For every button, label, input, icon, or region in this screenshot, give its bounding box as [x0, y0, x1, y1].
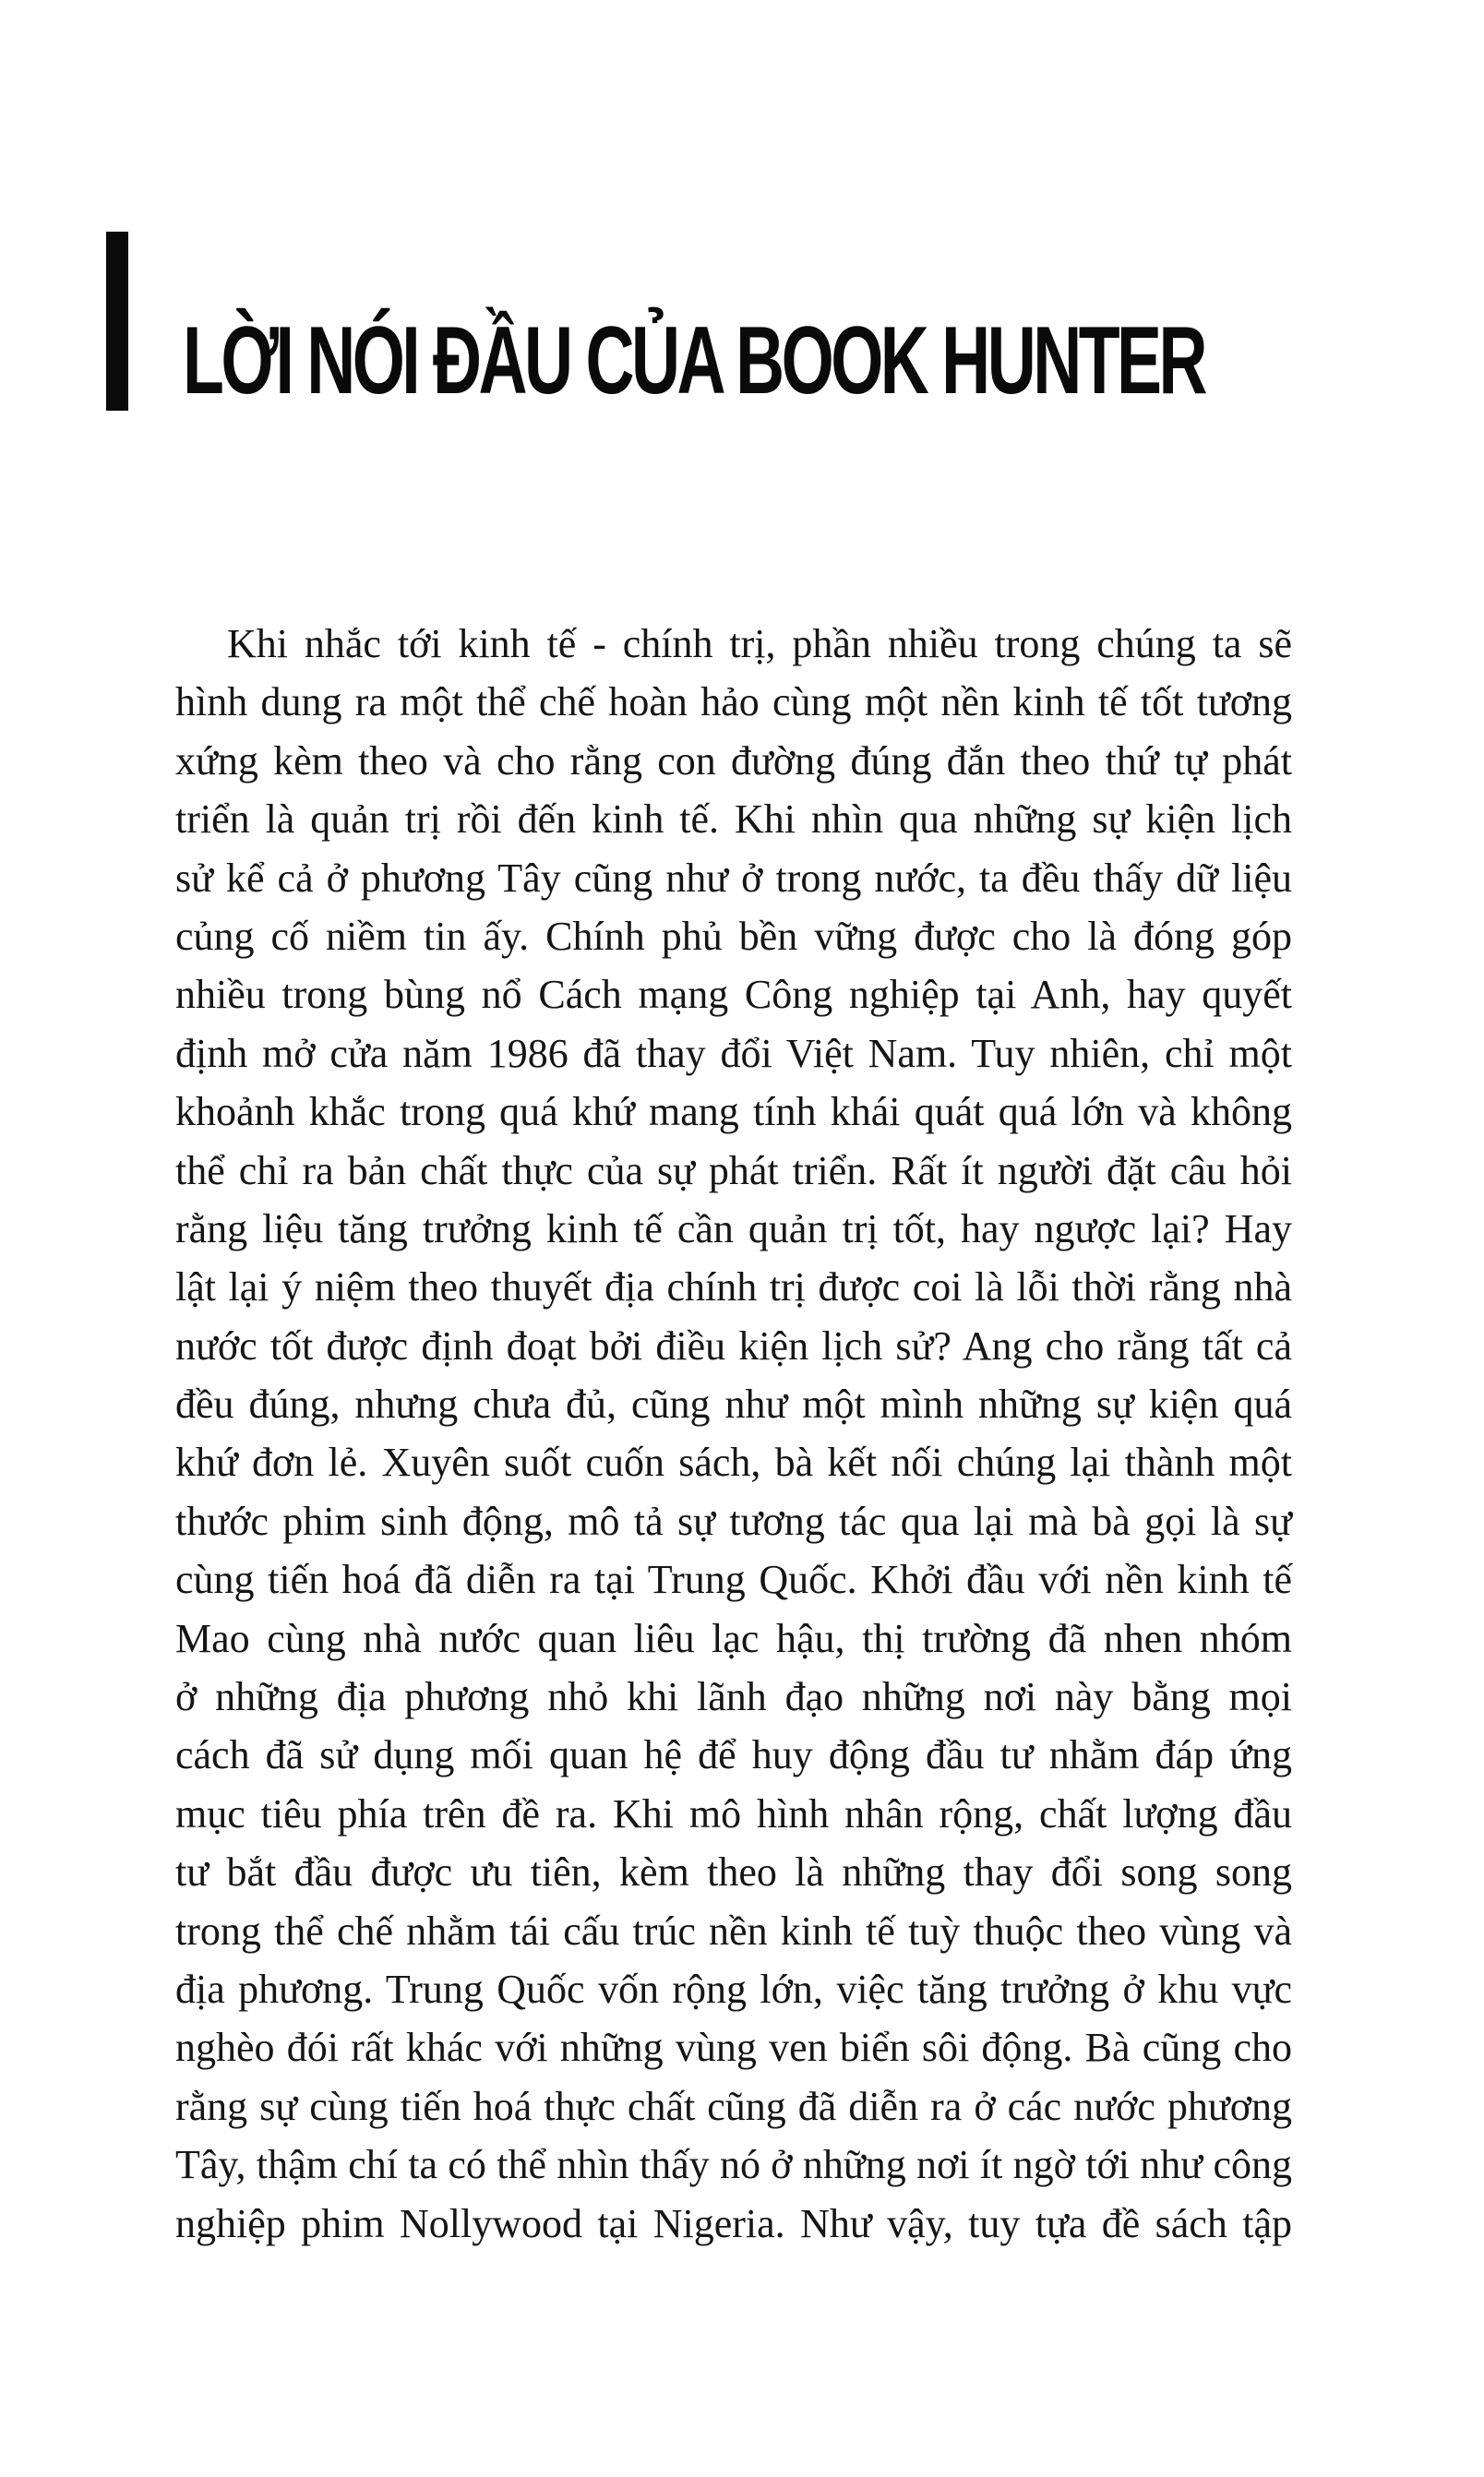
text-line: trong thể chế nhằm tái cấu trúc nền kinh tế tuỳ thuộc theo vùng và [175, 1908, 1292, 1954]
text-line: định mở cửa năm 1986 đã thay đổi Việt Nam. Tuy nhiên, chỉ một [175, 1030, 1292, 1076]
text-line: địa phương. Trung Quốc vốn rộng lớn, việc tăng trưởng ở khu vực [175, 1966, 1292, 2012]
text-line: đều đúng, nhưng chưa đủ, cũng như một mình những sự kiện quá [175, 1382, 1292, 1428]
text-line: khoảnh khắc trong quá khứ mang tính khái quát quá lớn và không [175, 1089, 1292, 1135]
text-line: triển là quản trị rồi đến kinh tế. Khi nhìn qua những sự kiện lịch [175, 796, 1292, 843]
text-line: mục tiêu phía trên đề ra. Khi mô hình nhân rộng, chất lượng đầu [175, 1790, 1292, 1837]
body-paragraph [175, 615, 1292, 2253]
chapter-heading: LỜI NÓI ĐẦU CỦA BOOK HUNTER [183, 307, 1204, 414]
text-line: củng cố niềm tin ấy. Chính phủ bền vững được cho là đóng góp [175, 913, 1292, 959]
text-line: Tây, thậm chí ta có thể nhìn thấy nó ở những nơi ít ngờ tới như công [175, 2142, 1292, 2188]
chapter-marker-bar [106, 232, 128, 411]
text-line: nhiều trong bùng nổ Cách mạng Công nghiệp tại Anh, hay quyết [175, 972, 1292, 1018]
text-line: lật lại ý niệm theo thuyết địa chính trị được coi là lỗi thời rằng nhà [175, 1264, 1292, 1310]
text-line: nghèo đói rất khác với những vùng ven biển sôi động. Bà cũng cho [175, 2025, 1292, 2071]
text-line: sử kể cả ở phương Tây cũng như ở trong nước, ta đều thấy dữ liệu [175, 855, 1292, 901]
text-line: hình dung ra một thể chế hoàn hảo cùng một nền kinh tế tốt tương [175, 679, 1292, 725]
text-line: xứng kèm theo và cho rằng con đường đúng đắn theo thứ tự phát [175, 737, 1292, 784]
text-line: rằng sự cùng tiến hoá thực chất cũng đã diễn ra ở các nước phương [175, 2083, 1292, 2129]
text-line: rằng liệu tăng trưởng kinh tế cần quản trị tốt, hay ngược lại? Hay [175, 1205, 1292, 1251]
text-line: cùng tiến hoá đã diễn ra tại Trung Quốc. Khởi đầu với nền kinh tế [175, 1557, 1292, 1603]
text-line: thể chỉ ra bản chất thực của sự phát triển. Rất ít người đặt câu hỏi [175, 1147, 1292, 1193]
text-line: Khi nhắc tới kinh tế - chính trị, phần nhiều trong chúng ta sẽ [227, 621, 1292, 666]
text-line: Mao cùng nhà nước quan liêu lạc hậu, thị trường đã nhen nhóm [175, 1615, 1292, 1661]
text-line: nước tốt được định đoạt bởi điều kiện lịch sử? Ang cho rằng tất cả [175, 1322, 1292, 1369]
text-line: ở những địa phương nhỏ khi lãnh đạo những nơi này bằng mọi [175, 1674, 1292, 1720]
text-line: nghiệp phim Nollywood tại Nigeria. Như vậy, tuy tựa đề sách tập [175, 2200, 1292, 2246]
text-line: khứ đơn lẻ. Xuyên suốt cuốn sách, bà kết nối chúng lại thành một [175, 1440, 1292, 1486]
text-line: tư bắt đầu được ưu tiên, kèm theo là những thay đổi song song [175, 1849, 1292, 1896]
text-line: thước phim sinh động, mô tả sự tương tác qua lại mà bà gọi là sự [175, 1498, 1292, 1544]
text-line: cách đã sử dụng mối quan hệ để huy động đầu tư nhằm đáp ứng [175, 1732, 1292, 1778]
